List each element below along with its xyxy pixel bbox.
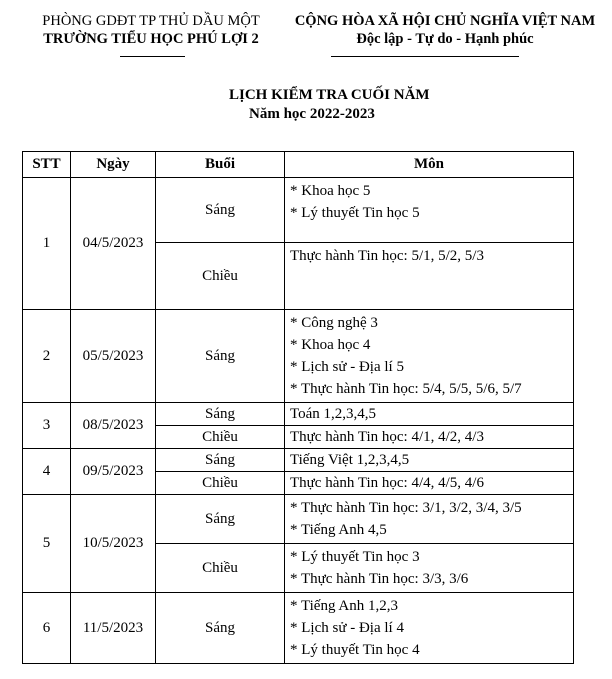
subjects-cell	[285, 472, 574, 495]
subject-item: * Lịch sử - Địa lí 5	[290, 359, 404, 375]
session-cell: Chiều	[156, 544, 285, 593]
session-cell: Chiều	[156, 243, 285, 310]
subjects-cell	[285, 593, 574, 664]
table-header-row	[23, 152, 574, 178]
table-row	[23, 403, 574, 426]
subject-item: Tiếng Việt 1,2,3,4,5	[290, 452, 410, 468]
subject-item: * Lý thuyết Tin học 3	[290, 549, 420, 565]
stt-cell: 3	[23, 403, 71, 449]
session-cell: Chiều	[156, 472, 285, 495]
table-row	[23, 495, 574, 544]
subjects-cell	[285, 449, 574, 472]
session-cell: Sáng	[156, 449, 285, 472]
date-cell: 05/5/2023	[71, 310, 156, 403]
subject-item: * Thực hành Tin học: 3/3, 3/6	[290, 571, 469, 587]
column-header: STT	[23, 152, 71, 178]
subject-item: Thực hành Tin học: 4/1, 4/2, 4/3	[290, 429, 484, 445]
header-divider-left	[120, 56, 185, 57]
session-cell: Sáng	[156, 593, 285, 664]
header-divider-right	[331, 56, 519, 57]
subjects-cell	[285, 243, 574, 310]
stt-cell: 1	[23, 178, 71, 310]
subject-item: * Khoa học 4	[290, 337, 371, 353]
session-cell: Sáng	[156, 178, 285, 243]
date-cell: 11/5/2023	[71, 593, 156, 664]
department-name: PHÒNG GDĐT TP THỦ DẦU MỘT	[42, 13, 260, 29]
table-row	[23, 178, 574, 243]
subject-item: * Tiếng Anh 4,5	[290, 522, 387, 538]
stt-cell: 5	[23, 495, 71, 593]
table-row	[23, 593, 574, 664]
document-title	[200, 86, 500, 124]
table-row	[23, 310, 574, 403]
date-cell: 04/5/2023	[71, 178, 156, 310]
date-cell: 08/5/2023	[71, 403, 156, 449]
title-line-2: Năm học 2022-2023	[249, 106, 375, 122]
subject-item: * Công nghệ 3	[290, 315, 378, 331]
national-motto: Độc lập - Tự do - Hạnh phúc	[356, 31, 534, 47]
subject-item: * Lý thuyết Tin học 5	[290, 205, 420, 221]
subjects-cell	[285, 544, 574, 593]
subject-item: * Thực hành Tin học: 5/4, 5/5, 5/6, 5/7	[290, 381, 522, 397]
title-line-1: LỊCH KIỂM TRA CUỐI NĂM	[229, 87, 430, 103]
header-right	[278, 12, 612, 48]
stt-cell: 4	[23, 449, 71, 495]
subject-item: * Lý thuyết Tin học 4	[290, 642, 420, 658]
subject-item: Thực hành Tin học: 5/1, 5/2, 5/3	[290, 248, 484, 264]
column-header: Môn	[285, 152, 574, 178]
subject-item: * Lịch sử - Địa lí 4	[290, 620, 404, 636]
stt-cell: 6	[23, 593, 71, 664]
session-cell: Sáng	[156, 403, 285, 426]
table-row	[23, 449, 574, 472]
column-header: Buổi	[156, 152, 285, 178]
column-header: Ngày	[71, 152, 156, 178]
session-cell: Sáng	[156, 495, 285, 544]
subjects-cell	[285, 310, 574, 403]
exam-schedule-table	[22, 151, 574, 664]
school-name: TRƯỜNG TIỂU HỌC PHÚ LỢI 2	[43, 31, 259, 47]
country-name: CỘNG HÒA XÃ HỘI CHỦ NGHĨA VIỆT NAM	[294, 13, 596, 29]
subject-item: Thực hành Tin học: 4/4, 4/5, 4/6	[290, 475, 484, 491]
subject-item: * Thực hành Tin học: 3/1, 3/2, 3/4, 3/5	[290, 500, 522, 516]
subject-item: * Khoa học 5	[290, 183, 371, 199]
subjects-cell	[285, 426, 574, 449]
header-left	[22, 12, 280, 48]
date-cell: 09/5/2023	[71, 449, 156, 495]
subjects-cell	[285, 403, 574, 426]
subjects-cell	[285, 495, 574, 544]
subjects-cell	[285, 178, 574, 243]
stt-cell: 2	[23, 310, 71, 403]
subject-item: Toán 1,2,3,4,5	[290, 406, 377, 422]
session-cell: Sáng	[156, 310, 285, 403]
subject-item: * Tiếng Anh 1,2,3	[290, 598, 398, 614]
session-cell: Chiều	[156, 426, 285, 449]
date-cell: 10/5/2023	[71, 495, 156, 593]
